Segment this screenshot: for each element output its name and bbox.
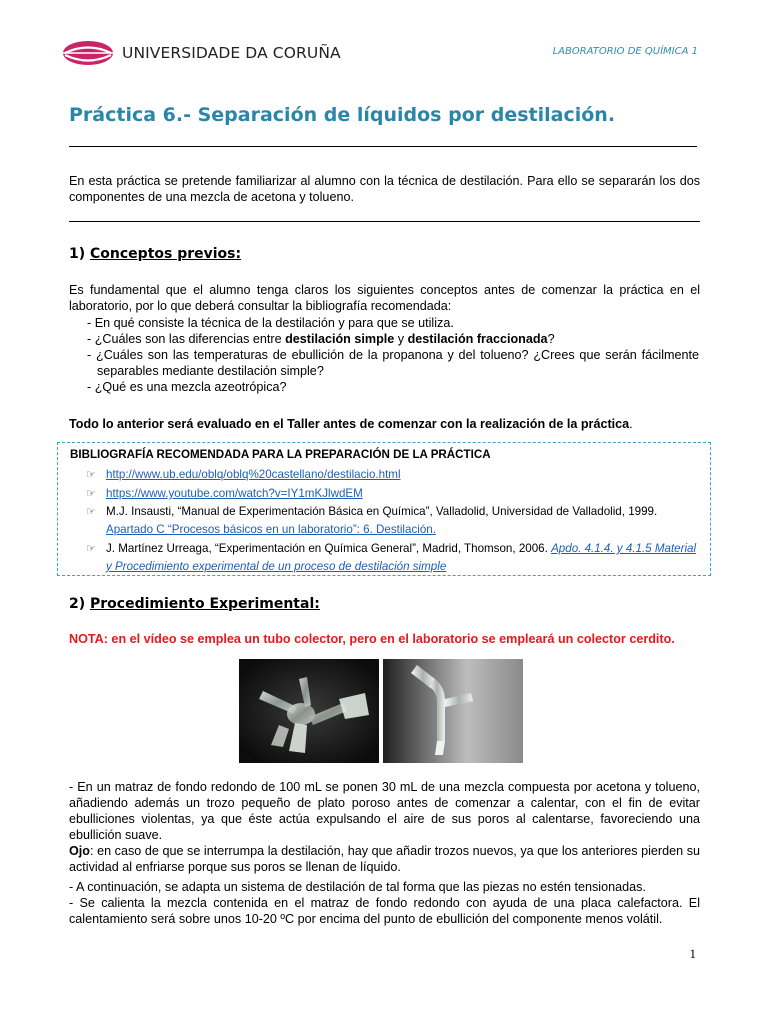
title-divider <box>69 146 697 147</box>
concepts-list <box>87 315 699 395</box>
university-name: UNIVERSIDADE DA CORUÑA <box>122 44 341 62</box>
pointing-hand-icon: ☞ <box>86 506 96 518</box>
bibliography-item <box>88 504 696 538</box>
glass-adapter-icon <box>383 659 523 763</box>
link-apartado-c[interactable]: Apartado C “Procesos básicos en un laboratorio”: 6. Destilación. <box>106 523 436 536</box>
bibliography-box <box>57 442 711 576</box>
page-title: Práctica 6.- Separación de líquidos por destilación. <box>69 104 616 126</box>
lab-title: LABORATORIO DE QUÍMICA 1 <box>552 46 698 57</box>
list-item: - ¿Cuáles son las diferencias entre destilación simple y destilación fraccionada? <box>87 332 555 346</box>
section2-heading <box>69 596 320 612</box>
link-ub-destilacio[interactable]: http://www.ub.edu/oblq/oblq%20castellano/destilacio.html <box>106 468 401 481</box>
list-item: - ¿Cuáles son las temperaturas de ebullición de la propanona y del tolueno? ¿Crees que serán fácilmente separables mediante destilación simple? <box>87 348 699 378</box>
procedure-step-3: - Se calienta la mezcla contenida en el matraz de fondo redondo con ayuda de una placa calefactora. El calentamiento será sobre unos 10-20 ºC por encima del punto de ebullición del componente menos volátil. <box>69 896 700 926</box>
bibliography-title: BIBLIOGRAFÍA RECOMENDADA PARA LA PREPARACIÓN DE LA PRÁCTICA <box>70 448 491 461</box>
reference-martinez: J. Martínez Urreaga, “Experimentación en Química General”, Madrid, Thomson, 2006. <box>106 542 552 555</box>
glass-collector-icon <box>239 659 379 763</box>
procedure-step-2: - A continuación, se adapta un sistema de destilación de tal forma que las piezas no estén tensionadas. <box>69 880 646 894</box>
intro-paragraph: En esta práctica se pretende familiarizar al alumno con la técnica de destilación. Para ello se separarán los dos componentes de una mezcla de acetona y tolueno. <box>69 174 700 204</box>
list-item: - En qué consiste la técnica de la destilación y para que se utiliza. <box>87 316 454 330</box>
university-emblem-icon <box>62 40 114 66</box>
list-item: - ¿Qué es una mezcla azeotrópica? <box>87 380 287 394</box>
procedure-step-1: - En un matraz de fondo redondo de 100 mL se ponen 30 mL de una mezcla compuesta por acetona y tolueno, añadiendo además un trozo pequeño de plato poroso antes de comenzar a calentar, con el fin de evitar ebulliciones violentas, ya que éste actúa expulsando el aire de sus poros al calentarse, favoreciendo una ebullición suave. <box>69 780 700 842</box>
link-apdo-414[interactable]: Apdo. 4.1.4. y 4.1.5 Material <box>551 542 697 555</box>
section1-paragraph: Es fundamental que el alumno tenga claros los siguientes conceptos antes de comenzar la práctica en el laboratorio, por lo que deberá consultar la bibliografía recomendada: <box>69 283 700 313</box>
section1-title: Conceptos previos: <box>90 246 242 262</box>
nota-warning: NOTA: en el vídeo se emplea un tubo colector, pero en el laboratorio se empleará un colector cerdito. <box>69 632 675 646</box>
link-procedimiento[interactable]: y Procedimiento experimental de un proceso de destilación simple <box>106 560 447 573</box>
section1-number: 1) <box>69 246 86 262</box>
bibliography-item <box>88 541 702 575</box>
section2-number: 2) <box>69 596 86 612</box>
link-youtube-video[interactable]: https://www.youtube.com/watch?v=IY1mKJlwdEM <box>106 487 363 500</box>
intro-divider <box>69 221 700 222</box>
procedure-ojo: Ojo: en caso de que se interrumpa la destilación, hay que añadir trozos nuevos, ya que los anteriores pierden su actividad al enfriarse porque sus poros se llenan de líquido. <box>69 844 700 874</box>
section2-title: Procedimiento Experimental: <box>90 596 320 612</box>
pointing-hand-icon: ☞ <box>86 543 96 555</box>
section1-heading <box>69 246 241 262</box>
university-logo <box>62 40 341 66</box>
photo-collector-cerdito <box>239 659 379 763</box>
pointing-hand-icon: ☞ <box>86 469 96 481</box>
reference-insausti: M.J. Insausti, “Manual de Experimentación Básica en Química”, Valladolid, Universidad de Valladolid, 1999. <box>106 505 658 518</box>
pointing-hand-icon: ☞ <box>86 488 96 500</box>
page-number: 1 <box>689 946 696 961</box>
bibliography-item <box>88 467 401 483</box>
bibliography-item <box>88 486 363 502</box>
evaluation-note: Todo lo anterior será evaluado en el Taller antes de comenzar con la realización de la práctica. <box>69 417 633 431</box>
photo-glass-adapter <box>383 659 523 763</box>
